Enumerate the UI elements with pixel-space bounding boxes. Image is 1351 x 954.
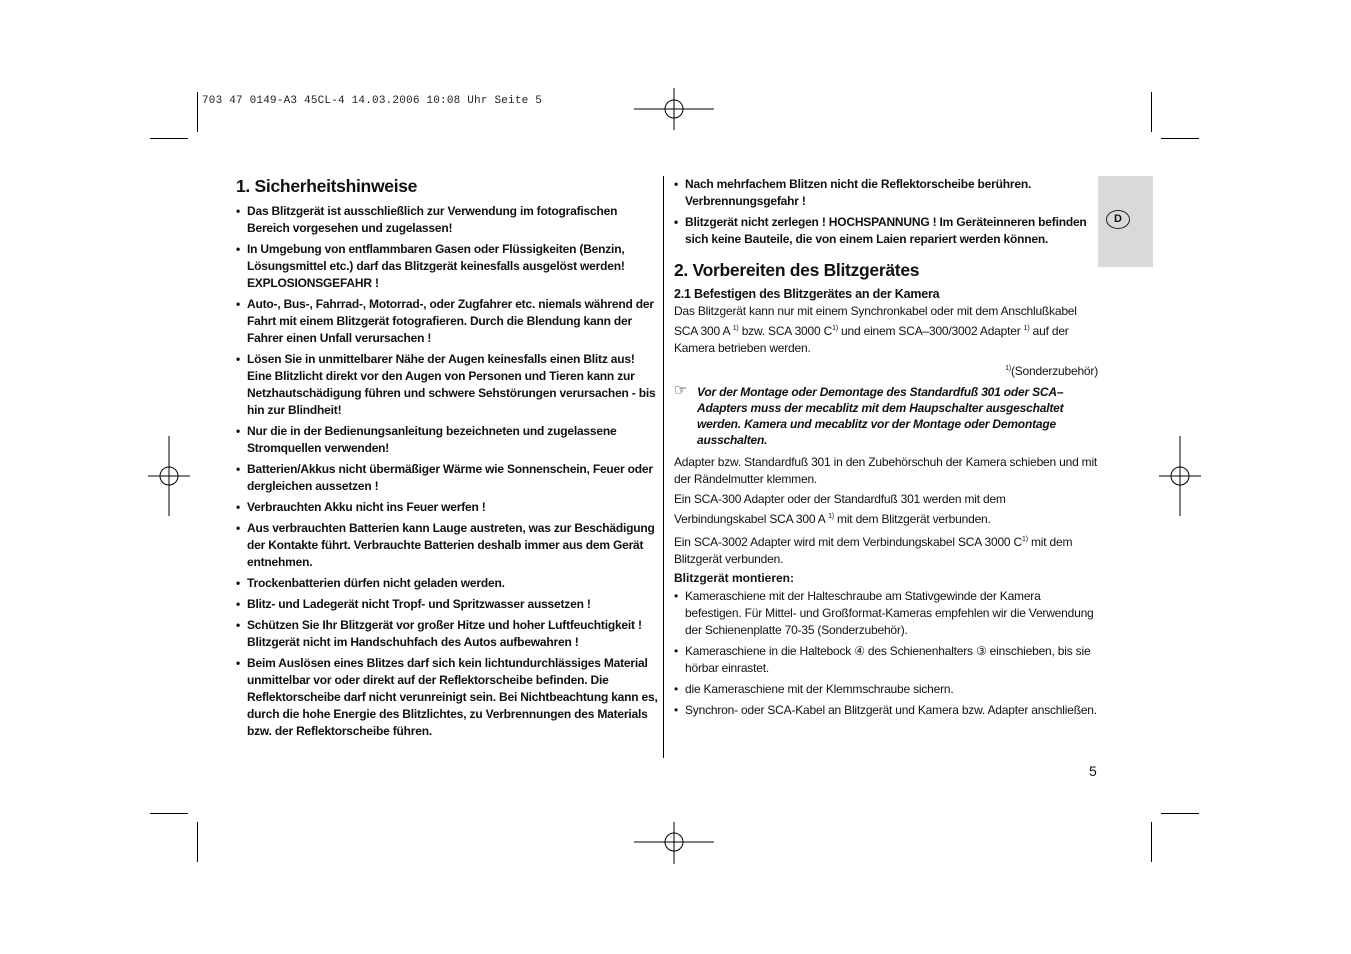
intro-paragraph [674,303,1098,357]
footnote-ref: 1) [1023,325,1030,332]
list-item: • In Umgebung von entflammbaren Gasen oder Flüssigkeiten (Benzin, Lösungsmittel etc.) darf das Blitzgerät keinesfalls ausgelöst werden! EXPLOSIONSGEFAHR ! [236,241,661,292]
page-number: 5 [1089,763,1097,779]
column-divider [663,176,664,758]
paragraph: Adapter bzw. Standardfuß 301 in den Zubehörschuh der Kamera schieben und mit der Rändelmutter klemmen. [674,455,1098,486]
list-item: • Batterien/Akkus nicht übermäßiger Wärme wie Sonnenschein, Feuer oder dergleichen aussetzen ! [236,461,661,495]
text-run: mit dem Blitzgerät verbunden. [674,535,1073,566]
list-item: • Auto-, Bus-, Fahrrad-, Motorrad-, oder Zugfahrer etc. niemals während der Fahrt mit einem Blitzgerät fotografieren. Durch die Blendung kann der Fahrer einen Unfall verursachen ! [236,296,661,347]
note-text: Vor der Montage oder Demontage des Standardfuß 301 oder SCA–Adapters muss der mecablitz mit dem Haupschalter ausgeschaltet werden. Kamera und mecablitz vor der Montage oder Demontage ausschalten. [697,385,1064,447]
registration-mark-icon [1159,436,1201,516]
list-item: • Blitzgerät nicht zerlegen ! HOCHSPANNUNG ! Im Geräteinneren befinden sich keine Bauteile, die von einem Laien repariert werden können. [674,214,1098,248]
crop-mark [1151,822,1152,862]
paragraph [674,531,1098,568]
subsection-title: 2.1 Befestigen des Blitzgerätes an der Kamera [674,287,940,301]
list-item: • Kameraschiene mit der Halteschraube am Stativgewinde der Kamera befestigen. Für Mittel- und Großformat-Kameras empfehlen wir die Verwendung der Schienenplatte 70-35 (Sonderzubehör). [674,588,1098,639]
crop-mark [197,92,198,132]
crop-mark [150,138,188,139]
section-title: 1. Sicherheitshinweise [236,176,418,196]
warning-note [674,384,1098,448]
registration-mark-icon [634,88,714,130]
list-item: • Verbrauchten Akku nicht ins Feuer werfen ! [236,499,661,516]
list-item: • Lösen Sie in unmittelbarer Nähe der Augen keinesfalls einen Blitz aus! Eine Blitzlicht direkt vor den Augen von Personen und Tieren kann zur Netzhautschädigung führen und schwere Sehstörungen verursachen - bis hin zur Blindheit! [236,351,661,419]
footnote-ref: 1) [732,325,739,332]
footnote-text: (Sonderzubehör) [1010,364,1098,378]
safety-list [236,203,661,740]
list-item: • Nach mehrfachem Blitzen nicht die Reflektorscheibe berühren. Verbrennungsgefahr ! [674,176,1098,210]
footnote [674,360,1098,380]
section-title: 2. Vorbereiten des Blitzgerätes [674,260,920,280]
text-run: Ein SCA-300 Adapter oder der Standardfuß 301 werden mit dem Verbindungskabel SCA 300 A [674,492,1006,526]
footnote-ref: 1) [1022,536,1028,543]
right-column [674,176,1098,723]
language-badge: D [1106,210,1130,229]
text-run: und einem SCA–300/3002 Adapter [837,324,1021,338]
language-tab [1098,176,1153,267]
list-item: • Das Blitzgerät ist ausschließlich zur Verwendung im fotografischen Bereich vorgesehen und zugelassen! [236,203,661,237]
mount-heading: Blitzgerät montieren: [674,571,795,585]
crop-mark [1161,813,1199,814]
print-header: 703 47 0149-A3 45CL-4 14.03.2006 10:08 Uhr Seite 5 [202,95,543,107]
text-run: mit dem Blitzgerät verbunden. [833,512,991,526]
footnote-ref: 1) [828,513,834,520]
registration-mark-icon [148,436,190,516]
list-item: • Aus verbrauchten Batterien kann Lauge austreten, was zur Beschädigung der Kontakte führt. Verbrauchte Batterien deshalb immer aus dem Gerät entnehmen. [236,520,661,571]
list-item: • Synchron- oder SCA-Kabel an Blitzgerät und Kamera bzw. Adapter anschließen. [674,702,1098,719]
list-item: • Beim Auslösen eines Blitzes darf sich kein lichtundurchlässiges Material unmittelbar vor oder direkt auf der Reflektorscheibe befinden. Die Reflektorscheibe darf nicht verunreinigt sein. Bei Nichtbeachtung kann es, durch die hohe Energie des Blitzlichtes, zu Verbrennungen des Materials bzw. der Reflektorscheibe führen. [236,655,661,740]
paragraph [674,491,1098,528]
crop-mark [197,822,198,862]
crop-mark [150,813,188,814]
registration-mark-icon [634,822,714,864]
text-run: Ein SCA-3002 Adapter wird mit dem Verbindungskabel SCA 3000 C [674,535,1023,549]
text-run: Das Blitzgerät kann nur mit einem Synchronkabel oder mit dem Anschlußkabel SCA 300 A [674,304,1077,338]
list-item: • Schützen Sie Ihr Blitzgerät vor großer Hitze und hoher Luftfeuchtigkeit ! Blitzgerät nicht im Handschuhfach des Autos aufbewahren ! [236,617,661,651]
text-run: bzw. SCA 3000 C [738,324,833,338]
safety-list-continued [674,176,1098,248]
footnote-ref: 1) [832,325,838,332]
crop-mark [1151,92,1152,132]
footnote-marker: 1) [1005,365,1011,372]
left-column [236,176,661,744]
list-item: • Kameraschiene in die Haltebock ④ des Schienenhalters ③ einschieben, bis sie hörbar einrastet. [674,643,1098,677]
pointing-hand-icon: ☞ [674,382,688,399]
list-item: • Blitz- und Ladegerät nicht Tropf- und Spritzwasser aussetzen ! [236,596,661,613]
text-run: auf der Kamera betrieben werden. [674,324,1069,355]
list-item: • die Kameraschiene mit der Klemmschraube sichern. [674,681,1098,698]
crop-mark [1161,138,1199,139]
mount-steps [674,588,1098,719]
list-item: • Trockenbatterien dürfen nicht geladen werden. [236,575,661,592]
list-item: • Nur die in der Bedienungsanleitung bezeichneten und zugelassene Stromquellen verwenden! [236,423,661,457]
